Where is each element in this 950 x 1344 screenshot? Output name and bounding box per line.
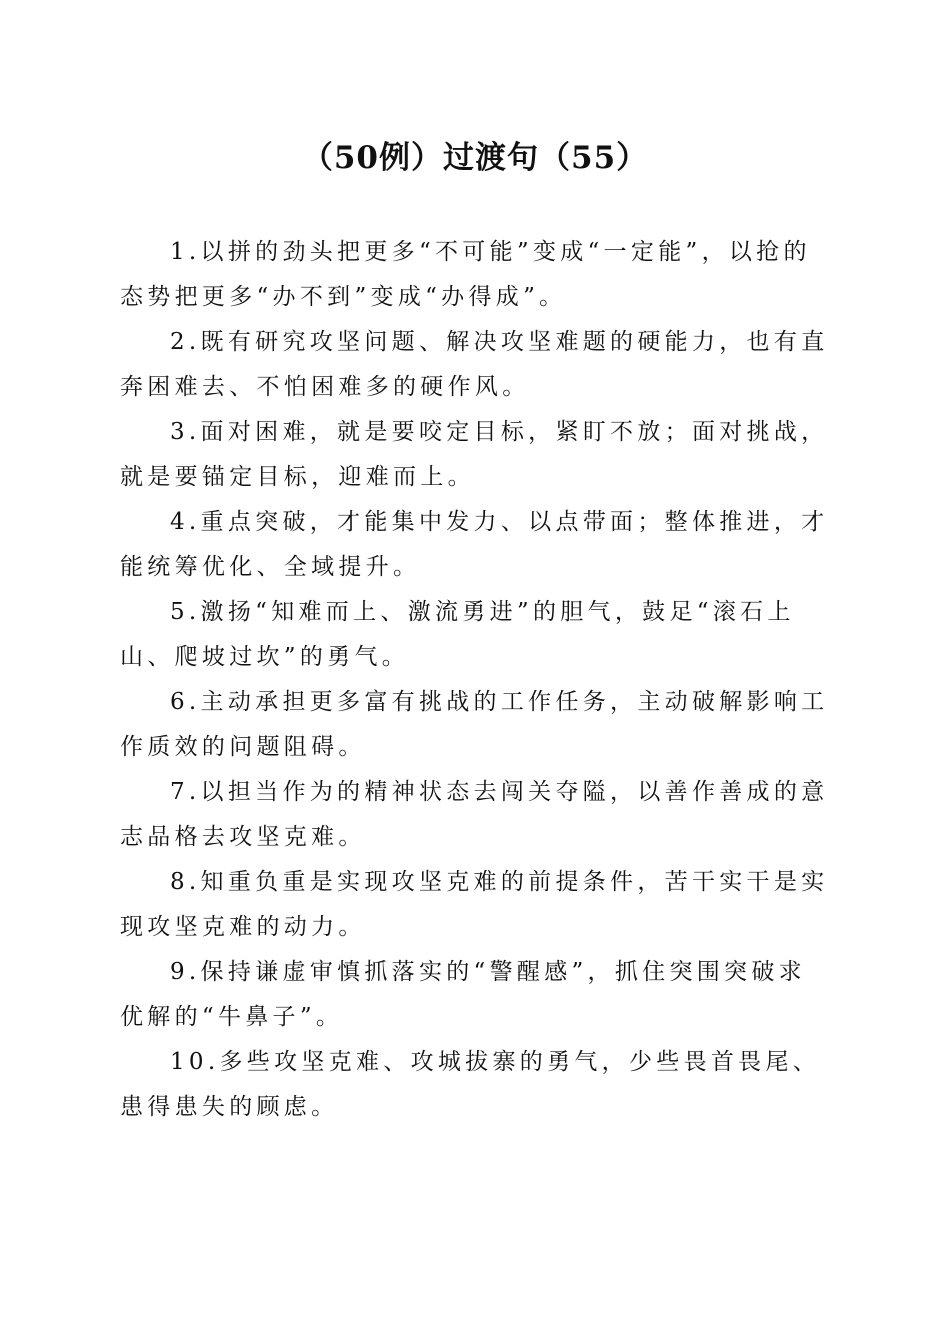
paragraph-7: 7.以担当作为的精神状态去闯关夺隘，以善作善成的意志品格去攻坚克难。 [120,779,829,850]
document-body [120,230,832,1130]
paragraph-9: 9.保持谦虚审慎抓落实的“警醒感”，抓住突围突破求优解的“牛鼻子”。 [120,959,806,1030]
paragraph-8: 8.知重负重是实现攻坚克难的前提条件，苦干实干是实现攻坚克难的动力。 [120,869,829,940]
paragraph-3: 3.面对困难，就是要咬定目标，紧盯不放；面对挑战，就是要锚定目标，迎难而上。 [120,419,829,490]
paragraph-1: 1.以拼的劲头把更多“不可能”变成“一定能”，以抢的态势把更多“办不到”变成“办得成”。 [120,239,811,310]
document-title: （50例）过渡句（55） [301,140,649,176]
paragraph-2: 2.既有研究攻坚问题、解决攻坚难题的硬能力，也有直奔困难去、不怕困难多的硬作风。 [120,329,829,400]
paragraph-10: 10.多些攻坚克难、攻城拔寨的勇气，少些畏首畏尾、患得患失的顾虑。 [120,1049,821,1120]
paragraph-5: 5.激扬“知难而上、激流勇进”的胆气，鼓足“滚石上山、爬坡过坎”的勇气。 [120,599,795,670]
paragraph-4: 4.重点突破，才能集中发力、以点带面；整体推进，才能统筹优化、全域提升。 [120,509,829,580]
paragraph-6: 6.主动承担更多富有挑战的工作任务，主动破解影响工作质效的问题阻碍。 [120,689,829,760]
